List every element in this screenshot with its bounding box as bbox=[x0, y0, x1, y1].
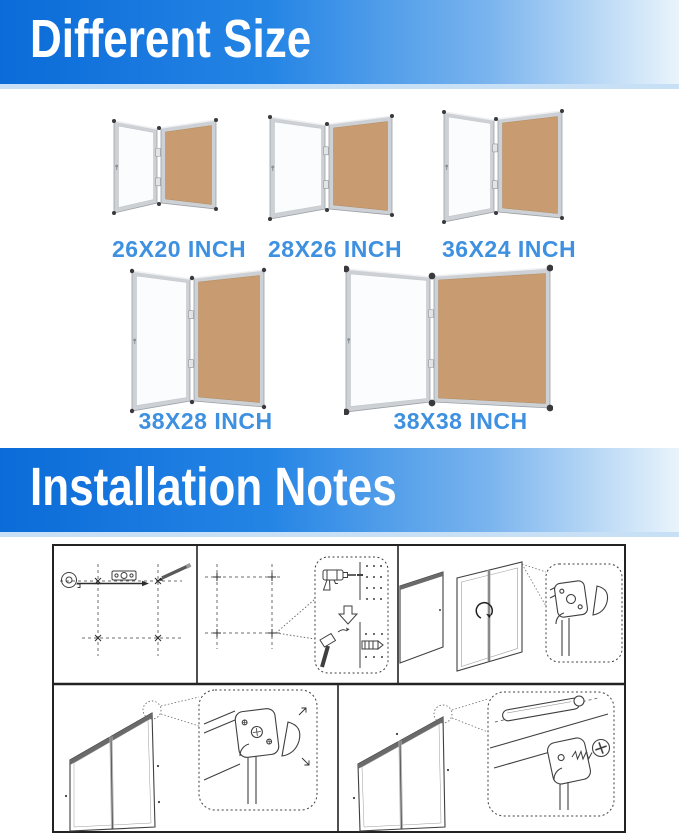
banner-underline bbox=[0, 84, 679, 89]
board-28x26 bbox=[268, 112, 403, 262]
board-38x28 bbox=[130, 266, 273, 434]
size-label: 38X38 INCH bbox=[393, 408, 528, 434]
size-label: 26X20 INCH bbox=[112, 236, 247, 262]
bulletin-board-icon bbox=[268, 112, 395, 222]
board-38x38 bbox=[344, 264, 553, 434]
installation-diagrams bbox=[52, 544, 626, 838]
board-36x24 bbox=[442, 107, 577, 262]
different-size-title: Different Size bbox=[30, 9, 312, 70]
bulletin-board-icon bbox=[130, 266, 267, 414]
bulletin-board-icon bbox=[344, 264, 553, 415]
size-label: 28X26 INCH bbox=[268, 236, 403, 262]
installation-notes-banner bbox=[0, 448, 679, 532]
banner-underline bbox=[0, 532, 679, 537]
bulletin-board-icon bbox=[442, 107, 565, 225]
different-size-banner bbox=[0, 0, 679, 84]
board-26x20 bbox=[112, 116, 247, 262]
installation-notes-title: Installation Notes bbox=[30, 457, 397, 518]
size-label: 36X24 INCH bbox=[442, 236, 577, 262]
bulletin-board-icon bbox=[112, 116, 219, 216]
installation-diagram-grid bbox=[52, 544, 626, 833]
size-label: 38X28 INCH bbox=[138, 408, 273, 434]
